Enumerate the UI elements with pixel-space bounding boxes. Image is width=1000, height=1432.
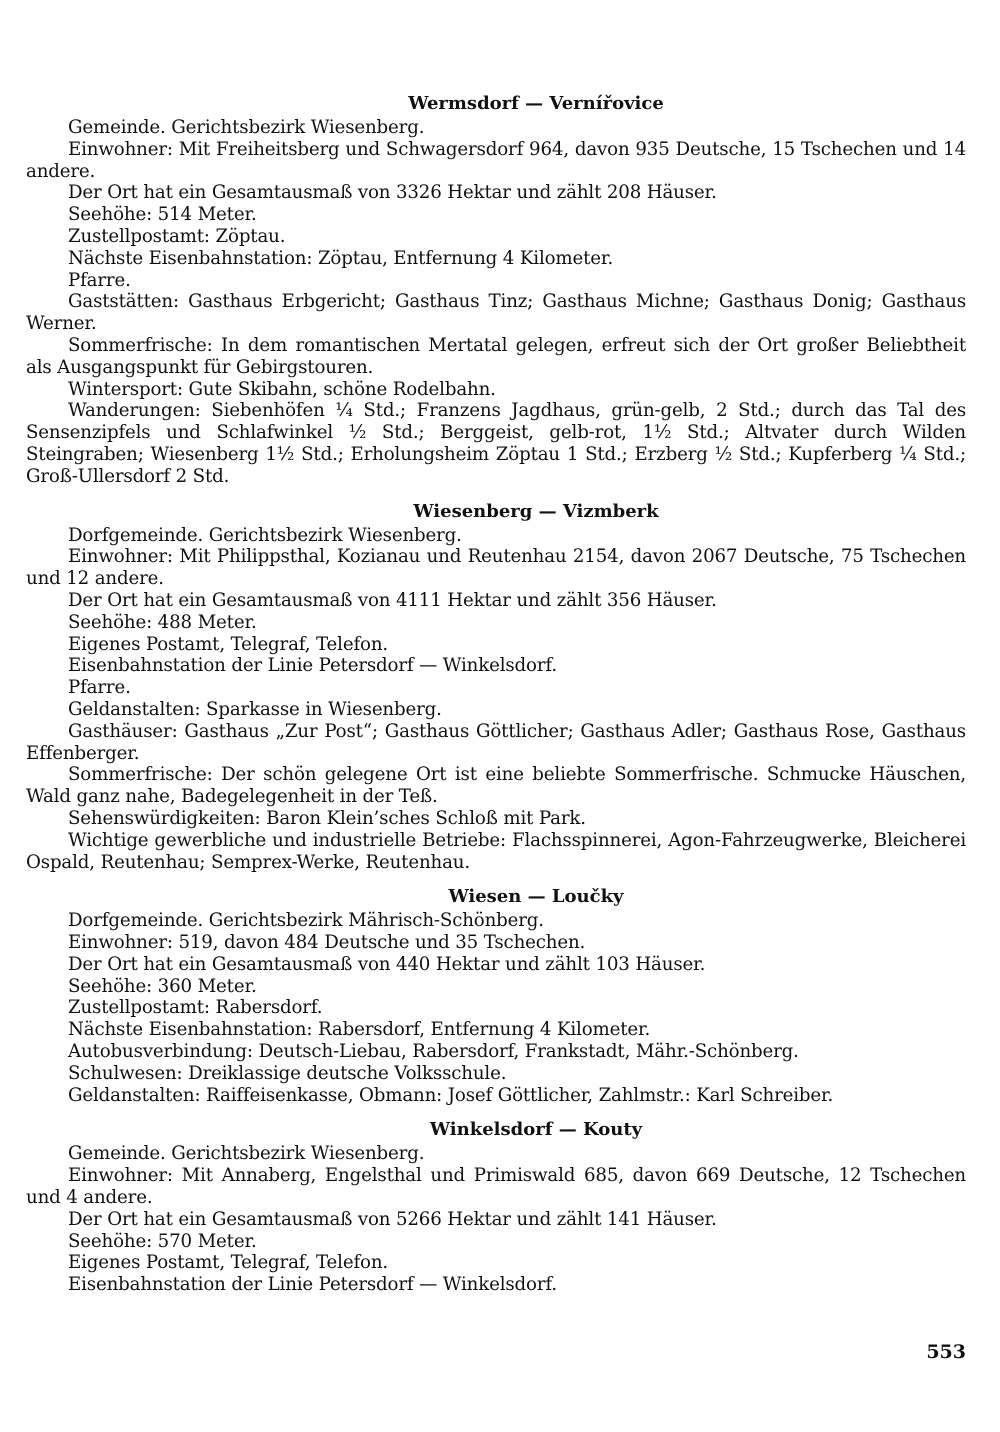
- entry-paragraph: Gaststätten: Gasthaus Erbgericht; Gasthaus Tinz; Gasthaus Michne; Gasthaus Donig; Gasthaus Werner.: [26, 291, 966, 335]
- entry-paragraph: Einwohner: Mit Freiheitsberg und Schwagersdorf 964, davon 935 Deutsche, 15 Tschechen und 14 andere.: [26, 138, 966, 182]
- entry-wiesenberg: [26, 500, 966, 874]
- entry-paragraph: Eisenbahnstation der Linie Petersdorf — Winkelsdorf.: [68, 655, 557, 677]
- entry-paragraph: Wintersport: Gute Skibahn, schöne Rodelbahn.: [68, 378, 496, 400]
- entry-paragraph: Pfarre.: [68, 269, 131, 291]
- entry-paragraph: Zustellpostamt: Rabersdorf.: [68, 997, 323, 1019]
- entry-winkelsdorf: [26, 1118, 966, 1296]
- entry-paragraph: Eisenbahnstation der Linie Petersdorf — Winkelsdorf.: [68, 1274, 557, 1296]
- entry-heading: Wermsdorf — Vernířovice: [408, 93, 664, 114]
- entry-paragraph: Einwohner: Mit Annaberg, Engelsthal und Primiswald 685, davon 669 Deutsche, 12 Tschechen und 4 andere.: [26, 1165, 966, 1209]
- entry-paragraph: Eigenes Postamt, Telegraf, Telefon.: [68, 1252, 389, 1274]
- entry-paragraph: Der Ort hat ein Gesamtausmaß von 5266 Hektar und zählt 141 Häuser.: [68, 1208, 717, 1230]
- entry-paragraph: Autobusverbindung: Deutsch-Liebau, Rabersdorf, Frankstadt, Mähr.-Schönberg.: [68, 1041, 799, 1063]
- entry-paragraph: Der Ort hat ein Gesamtausmaß von 3326 Hektar und zählt 208 Häuser.: [68, 182, 717, 204]
- entry-wermsdorf: [26, 92, 966, 488]
- entry-paragraph: Nächste Eisenbahnstation: Zöptau, Entfernung 4 Kilometer.: [68, 247, 614, 269]
- entry-paragraph: Dorfgemeinde. Gerichtsbezirk Wiesenberg.: [68, 524, 462, 546]
- entry-paragraph: Dorfgemeinde. Gerichtsbezirk Mährisch-Schönberg.: [68, 910, 544, 932]
- entry-paragraph: Nächste Eisenbahnstation: Rabersdorf, Entfernung 4 Kilometer.: [68, 1019, 651, 1041]
- entry-paragraph: Geldanstalten: Raiffeisenkasse, Obmann: Josef Göttlicher, Zahlmstr.: Karl Schreiber.: [68, 1084, 834, 1106]
- entry-paragraph: Der Ort hat ein Gesamtausmaß von 4111 Hektar und zählt 356 Häuser.: [68, 589, 717, 611]
- entry-paragraph: Gemeinde. Gerichtsbezirk Wiesenberg.: [68, 1143, 425, 1165]
- entry-paragraph: Schulwesen: Dreiklassige deutsche Volksschule.: [68, 1062, 507, 1084]
- entry-paragraph: Einwohner: Mit Philippsthal, Kozianau und Reutenhau 2154, davon 2067 Deutsche, 75 Tschechen und 12 andere.: [26, 546, 966, 590]
- entry-paragraph: Sommerfrische: Der schön gelegene Ort ist eine beliebte Sommerfrische. Schmucke Häuschen, Wald ganz nahe, Badegelegenheit in der Teß.: [26, 764, 966, 808]
- entry-heading: Winkelsdorf — Kouty: [429, 1119, 643, 1141]
- page-number: 553: [926, 1341, 966, 1363]
- entry-paragraph: Seehöhe: 514 Meter.: [68, 204, 257, 226]
- entry-paragraph: Sommerfrische: In dem romantischen Mertatal gelegen, erfreut sich der Ort großer Beliebtheit als Ausgangspunkt für Gebirgstouren.: [26, 334, 966, 378]
- entry-paragraph: Pfarre.: [68, 677, 131, 699]
- entry-paragraph: Seehöhe: 360 Meter.: [68, 975, 257, 997]
- entry-paragraph: Wanderungen: Siebenhöfen ¼ Std.; Franzens Jagdhaus, grün-gelb, 2 Std.; durch das Tal des Sensenzipfels und Schlafwinkel ½ Std.; Berggeist, gelb-rot, 1½ Std.; Altvater durch Wilden Steingraben; Wiesenberg 1½ Std.; Erholungsheim Zöptau 1 Std.; Erzberg ½ Std.; Kupferberg ¼ Std.; Groß-Ullersdorf 2 Std.: [26, 400, 966, 487]
- entry-paragraph: Der Ort hat ein Gesamtausmaß von 440 Hektar und zählt 103 Häuser.: [68, 953, 706, 975]
- entry-paragraph: Wichtige gewerbliche und industrielle Betriebe: Flachsspinnerei, Agon-Fahrzeugwerke, Bleicherei Ospald, Reutenhau; Semprex-Werke, Reutenhau.: [26, 829, 966, 873]
- page-body: [26, 92, 966, 1308]
- entry-paragraph: Zustellpostamt: Zöptau.: [68, 225, 286, 247]
- entry-paragraph: Seehöhe: 488 Meter.: [68, 611, 257, 633]
- entry-wiesen: [26, 885, 966, 1106]
- entry-heading: Wiesenberg — Vizmberk: [413, 500, 659, 522]
- entry-paragraph: Gasthäuser: Gasthaus „Zur Post“; Gasthaus Göttlicher; Gasthaus Adler; Gasthaus Rose, Gasthaus Effenberger.: [26, 720, 966, 764]
- entry-paragraph: Geldanstalten: Sparkasse in Wiesenberg.: [68, 698, 442, 720]
- entry-paragraph: Seehöhe: 570 Meter.: [68, 1230, 257, 1252]
- entry-paragraph: Eigenes Postamt, Telegraf, Telefon.: [68, 633, 389, 655]
- entry-paragraph: Sehenswürdigkeiten: Baron Klein’sches Schloß mit Park.: [68, 807, 586, 829]
- entry-paragraph: Gemeinde. Gerichtsbezirk Wiesenberg.: [68, 117, 425, 138]
- entry-paragraph: Einwohner: 519, davon 484 Deutsche und 35 Tschechen.: [68, 932, 586, 954]
- entry-heading: Wiesen — Loučky: [448, 886, 624, 908]
